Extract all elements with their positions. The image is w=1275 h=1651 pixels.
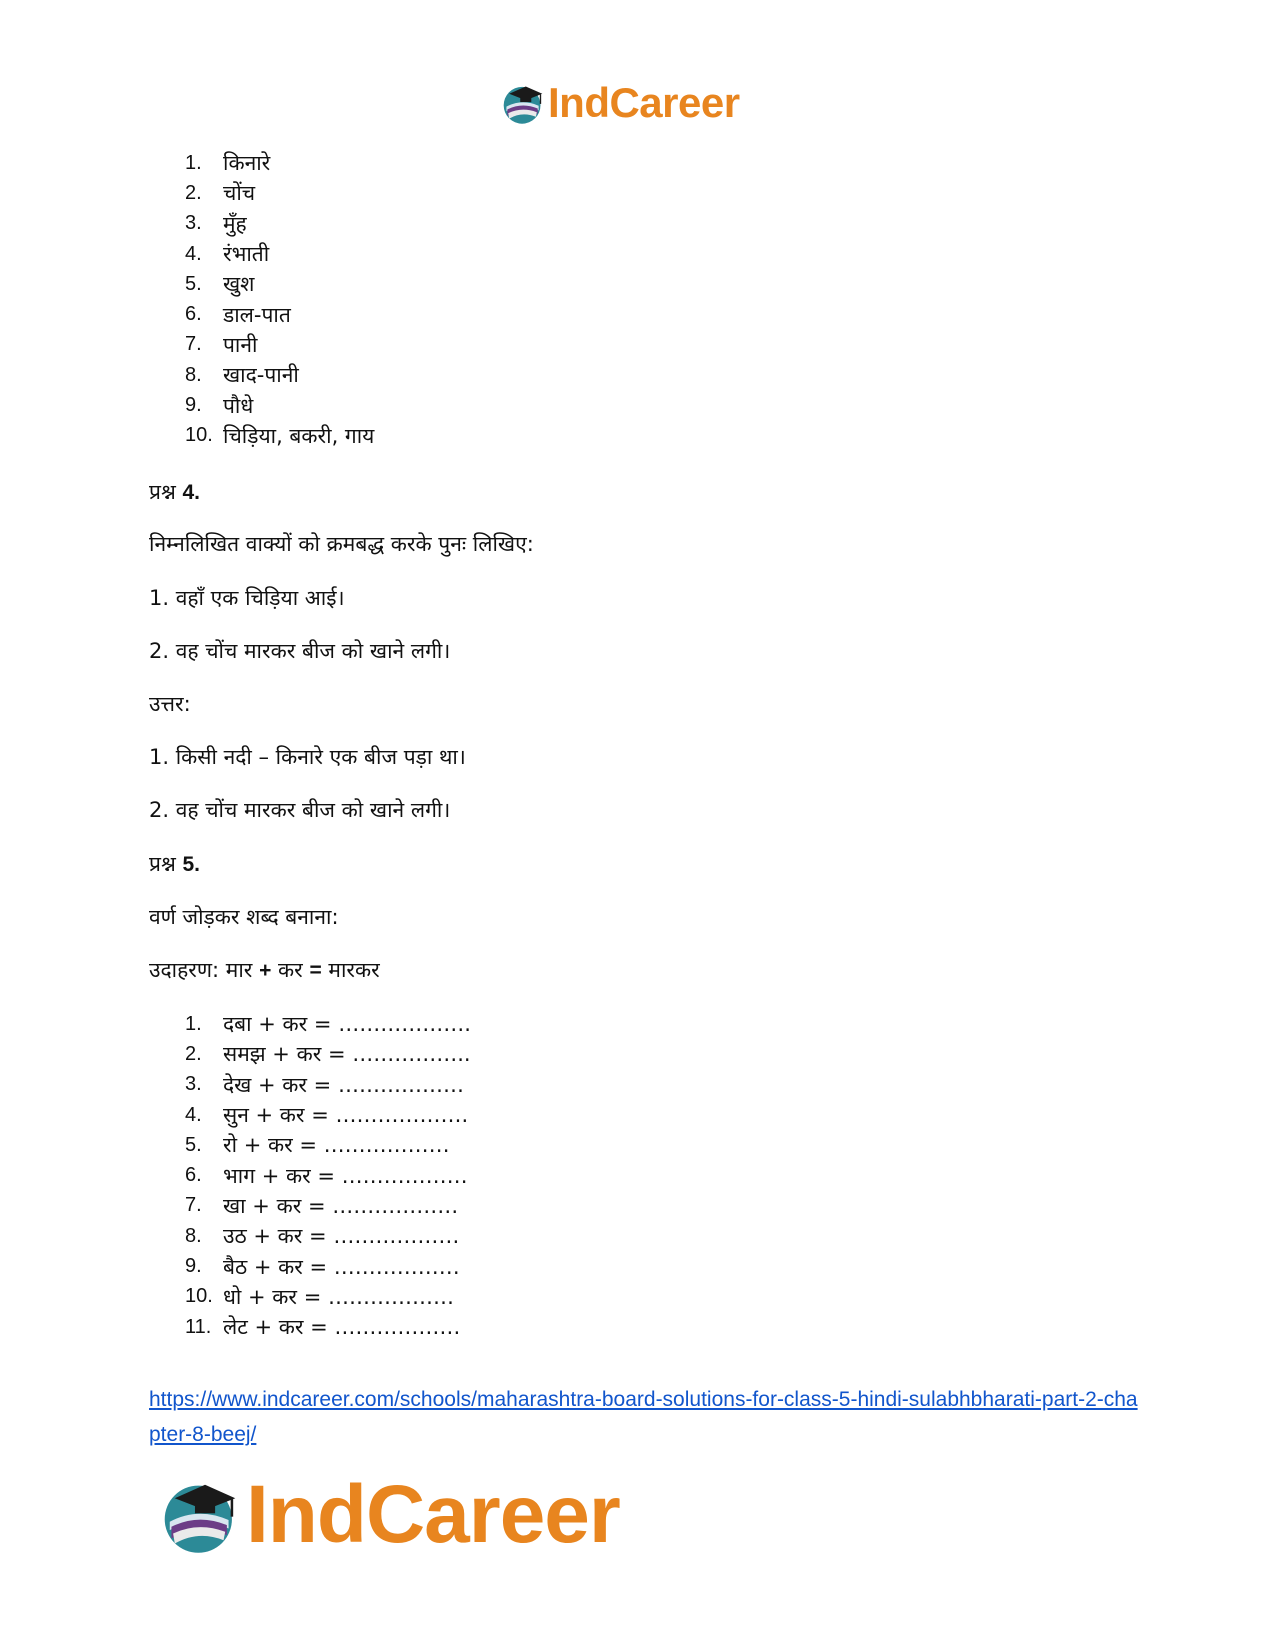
list-item-text: खा + कर = ………………	[223, 1193, 459, 1218]
list-item	[185, 269, 374, 299]
list-item-number: 7.	[185, 1194, 202, 1217]
list-item	[185, 1221, 471, 1251]
brand-wordmark: IndCareer	[246, 1469, 620, 1560]
list-item	[185, 1282, 471, 1312]
question-5-instruction: वर्ण जोड़कर शब्द बनाना:	[149, 905, 339, 929]
list-item-number: 11.	[185, 1315, 212, 1338]
list-item-text: बैठ + कर = ………………	[223, 1254, 460, 1279]
list-item-text: उठ + कर = ………………	[223, 1224, 460, 1249]
list-item-text: पौधे	[223, 393, 254, 418]
list-item-number: 10.	[185, 424, 213, 447]
list-item-text: किनारे	[223, 151, 271, 176]
list-item-text: खाद-पानी	[223, 363, 299, 388]
list-item-number: 8.	[185, 363, 202, 386]
question-5-example	[149, 956, 380, 984]
question-4-answer-1: 1. किसी नदी – किनारे एक बीज पड़ा था।	[149, 745, 466, 769]
list-item	[185, 299, 374, 329]
list-item-text: रंभाती	[223, 242, 270, 267]
list-item-number: 6.	[185, 1164, 202, 1187]
list-item	[185, 1130, 471, 1160]
list-item-text: दबा + कर = ……………….	[223, 1012, 471, 1037]
example-part-b: कर	[278, 958, 303, 982]
source-url-link[interactable]: https://www.indcareer.com/schools/maharashtra-board-solutions-for-class-5-hindi-sulabhbharati-part-2-chapter-8-beej/	[149, 1388, 1138, 1446]
list-item	[185, 1251, 471, 1281]
question-4-instruction: निम्नलिखित वाक्यों को क्रमबद्ध करके पुनः लिखिए:	[149, 532, 534, 556]
list-item	[185, 360, 374, 390]
list-item	[185, 1191, 471, 1221]
answers-list-1	[185, 148, 374, 451]
list-item-number: 8.	[185, 1224, 202, 1247]
list-item-number: 9.	[185, 1255, 202, 1278]
list-item-number: 3.	[185, 212, 202, 235]
question-label: प्रश्न	[149, 852, 176, 876]
list-item-number: 9.	[185, 394, 202, 417]
list-item-number: 2.	[185, 1042, 202, 1065]
list-item-number: 3.	[185, 1073, 202, 1096]
list-item-text: समझ + कर = ……………..	[223, 1042, 471, 1067]
question-4-item-1: 1. वहाँ एक चिड़िया आई।	[149, 586, 345, 610]
list-item-text: डाल-पात	[223, 302, 291, 327]
list-item	[185, 178, 374, 208]
list-item	[185, 1039, 471, 1069]
list-item	[185, 390, 374, 420]
list-item-text: भाग + कर = ………………	[223, 1163, 468, 1188]
list-item-number: 1.	[185, 151, 202, 174]
example-result: मारकर	[328, 958, 380, 982]
list-item-number: 2.	[185, 181, 202, 204]
indcareer-logo-header	[500, 78, 740, 128]
list-item-number: 7.	[185, 333, 202, 356]
question-5-heading	[149, 850, 200, 878]
question-number: 5.	[182, 853, 200, 876]
list-item-number: 4.	[185, 242, 202, 265]
list-item-text: रो + कर = ………………	[223, 1133, 450, 1158]
graduation-cap-book-globe-icon	[500, 80, 546, 126]
answer-label: उत्तर:	[149, 692, 191, 716]
list-item-text: सुन + कर = ……………….	[223, 1103, 469, 1128]
list-item	[185, 421, 374, 451]
plus-sign: +	[259, 959, 272, 982]
question-number: 4.	[182, 481, 200, 504]
list-item-text: धो + कर = ………………	[223, 1284, 454, 1309]
list-item-number: 5.	[185, 272, 202, 295]
list-item-number: 4.	[185, 1103, 202, 1126]
list-item	[185, 1100, 471, 1130]
graduation-cap-book-globe-icon	[158, 1473, 242, 1557]
list-item-text: चोंच	[223, 181, 256, 206]
question-4-item-2: 2. वह चोंच मारकर बीज को खाने लगी।	[149, 639, 451, 663]
indcareer-logo-footer	[158, 1470, 620, 1560]
list-item-text: पानी	[223, 332, 258, 357]
list-item	[185, 330, 374, 360]
list-item	[185, 239, 374, 269]
list-item-text: मुँह	[223, 211, 247, 236]
example-label: उदाहरण:	[149, 958, 220, 982]
list-item	[185, 1070, 471, 1100]
brand-wordmark: IndCareer	[548, 79, 740, 126]
list-item	[185, 1160, 471, 1190]
list-item-text: चिड़िया, बकरी, गाय	[223, 423, 375, 448]
list-item-number: 10.	[185, 1285, 213, 1308]
list-item-number: 6.	[185, 303, 202, 326]
list-item	[185, 209, 374, 239]
equals-sign: =	[309, 959, 322, 982]
list-item-text: खुश	[223, 272, 255, 297]
list-item-number: 1.	[185, 1012, 202, 1035]
question-label: प्रश्न	[149, 480, 176, 504]
question-4-heading	[149, 478, 200, 506]
list-item	[185, 148, 374, 178]
list-item	[185, 1009, 471, 1039]
example-part-a: मार	[225, 958, 253, 982]
question-4-answer-2: 2. वह चोंच मारकर बीज को खाने लगी।	[149, 798, 451, 822]
list-item-text: देख + कर = ………………	[223, 1072, 464, 1097]
list-item	[185, 1312, 471, 1342]
answers-list-2	[185, 1009, 471, 1342]
list-item-text: लेट + कर = ………………	[223, 1315, 461, 1340]
list-item-number: 5.	[185, 1133, 202, 1156]
